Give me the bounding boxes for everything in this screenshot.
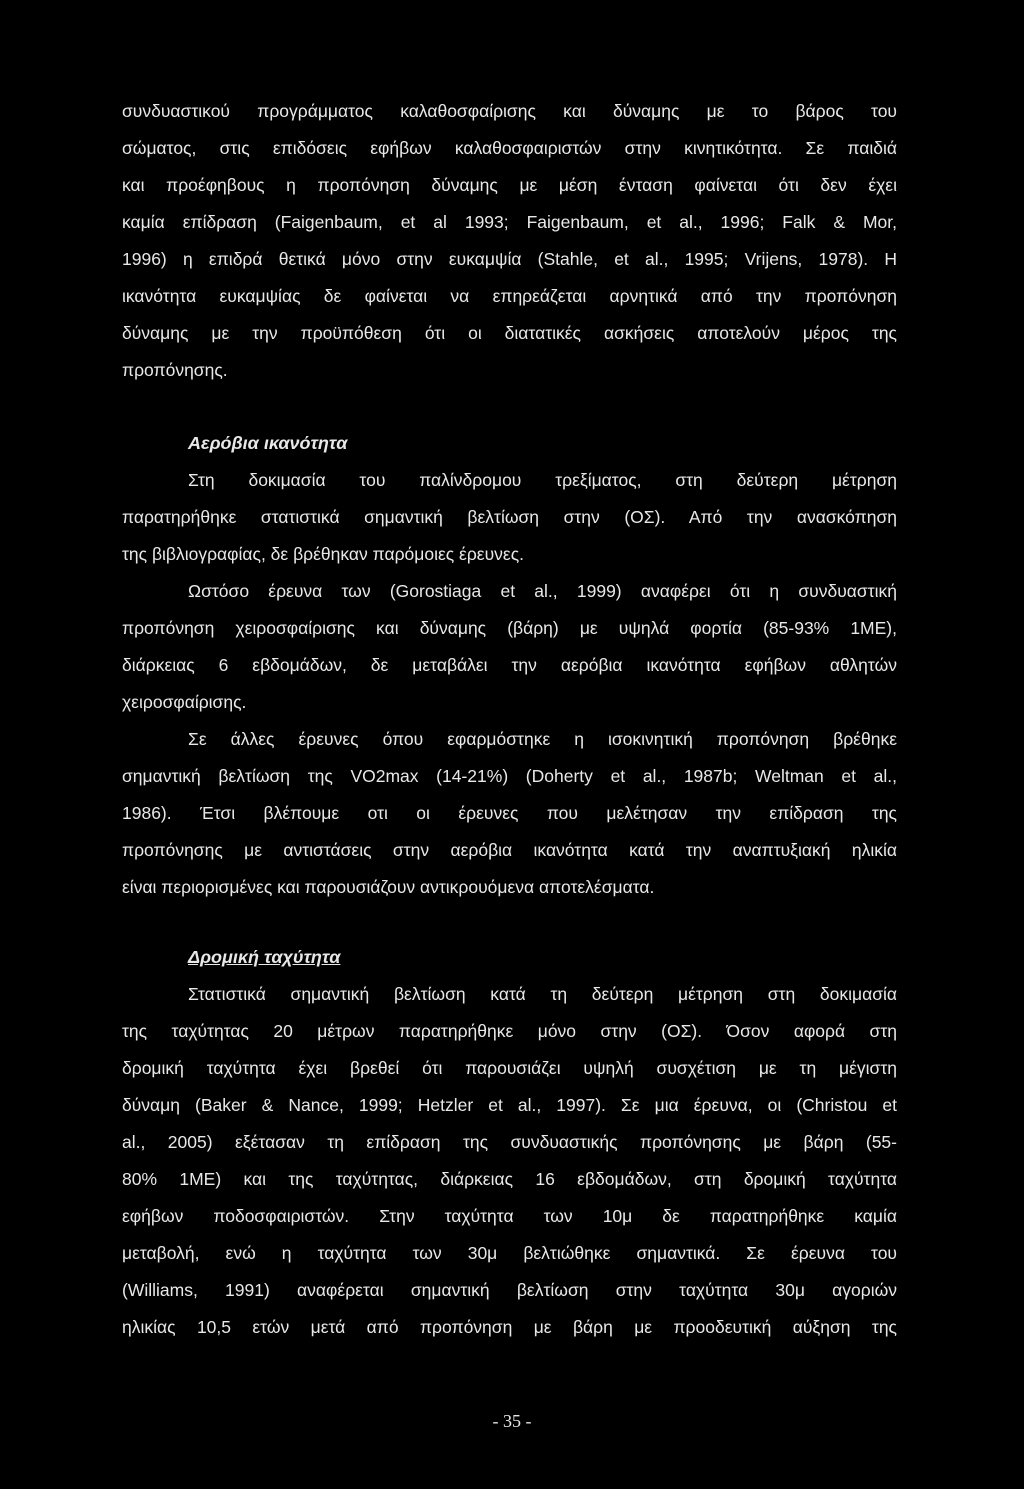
text-line: 1986). Έτσι βλέπουμε οτι οι έρευνες που μελέτησαν την επίδραση της [122,803,897,823]
text-line: παρατηρήθηκε στατιστικά σημαντική βελτίωση στην (ΟΣ). Από την ανασκόπηση [122,507,897,527]
text-line: χειροσφαίρισης. [122,692,247,712]
text-line: της βιβλιογραφίας, δε βρέθηκαν παρόμοιες έρευνες. [122,544,525,564]
text-line: και προέφηβους η προπόνηση δύναμης με μέση ένταση φαίνεται ότι δεν έχει [122,175,897,195]
text-line: είναι περιορισμένες και παρουσιάζουν αντικρουόμενα αποτελέσματα. [122,877,655,897]
text-line: δρομική ταχύτητα έχει βρεθεί ότι παρουσιάζει υψηλή συσχέτιση με τη μέγιστη [122,1058,897,1078]
text-line: (Williams, 1991) αναφέρεται σημαντική βελτίωση στην ταχύτητα 30μ αγοριών [122,1280,897,1300]
text-line: al., 2005) εξέτασαν τη επίδραση της συνδυαστικής προπόνησης με βάρη (55- [122,1132,897,1152]
section-heading-speed: Δρομική ταχύτητα [188,947,341,967]
text-line: δύναμης με την προϋπόθεση ότι οι διατατικές ασκήσεις αποτελούν μέρος της [122,323,897,343]
text-line: εφήβων ποδοσφαιριστών. Στην ταχύτητα των 10μ δε παρατηρήθηκε καμία [122,1206,897,1226]
section-heading-aerobic: Αερόβια ικανότητα [188,433,348,453]
page-number: - 35 - [492,1411,532,1431]
text-line: ηλικίας 10,5 ετών μετά από προπόνηση με βάρη με προοδευτική αύξηση της [122,1317,897,1337]
text-line: καμία επίδραση (Faigenbaum, et al 1993; Faigenbaum, et al., 1996; Falk & Mor, [122,212,897,232]
text-line: 80% 1ΜΕ) και της ταχύτητας, διάρκειας 16 εβδομάδων, στη δρομική ταχύτητα [122,1169,897,1189]
text-line: Στατιστικά σημαντική βελτίωση κατά τη δεύτερη μέτρηση στη δοκιμασία [188,984,897,1004]
text-line: προπόνησης. [122,360,228,380]
text-line: ικανότητα ευκαμψίας δε φαίνεται να επηρεάζεται αρνητικά από την προπόνηση [122,286,897,306]
text-line: συνδυαστικού προγράμματος καλαθοσφαίρισης και δύναμης με το βάρος του [122,101,897,121]
text-line: σώματος, στις επιδόσεις εφήβων καλαθοσφαιριστών στην κινητικότητα. Σε παιδιά [122,138,897,158]
text-line: προπόνηση χειροσφαίρισης και δύναμης (βάρη) με υψηλά φορτία (85-93% 1ΜΕ), [122,618,897,638]
text-line: προπόνησης με αντιστάσεις στην αερόβια ικανότητα κατά την αναπτυξιακή ηλικία [122,840,897,860]
text-line: 1996) η επιδρά θετικά μόνο στην ευκαμψία (Stahle, et al., 1995; Vrijens, 1978). Η [122,249,897,269]
text-line: διάρκειας 6 εβδομάδων, δε μεταβάλει την αερόβια ικανότητα εφήβων αθλητών [122,655,897,675]
text-line: της ταχύτητας 20 μέτρων παρατηρήθηκε μόνο στην (ΟΣ). Όσον αφορά στη [122,1021,897,1041]
text-line: μεταβολή, ενώ η ταχύτητα των 30μ βελτιώθηκε σημαντικά. Σε έρευνα του [122,1243,897,1263]
text-line: σημαντική βελτίωση της VO2max (14-21%) (Doherty et al., 1987b; Weltman et al., [122,766,897,786]
text-line: δύναμη (Baker & Nance, 1999; Hetzler et al., 1997). Σε μια έρευνα, οι (Christou et [122,1095,897,1115]
text-line: Στη δοκιμασία του παλίνδρομου τρεξίματος, στη δεύτερη μέτρηση [188,470,897,490]
text-line: Σε άλλες έρευνες όπου εφαρμόστηκε η ισοκινητική προπόνηση βρέθηκε [188,729,897,749]
text-line: Ωστόσο έρευνα των (Gorostiaga et al., 1999) αναφέρει ότι η συνδυαστική [188,581,897,601]
